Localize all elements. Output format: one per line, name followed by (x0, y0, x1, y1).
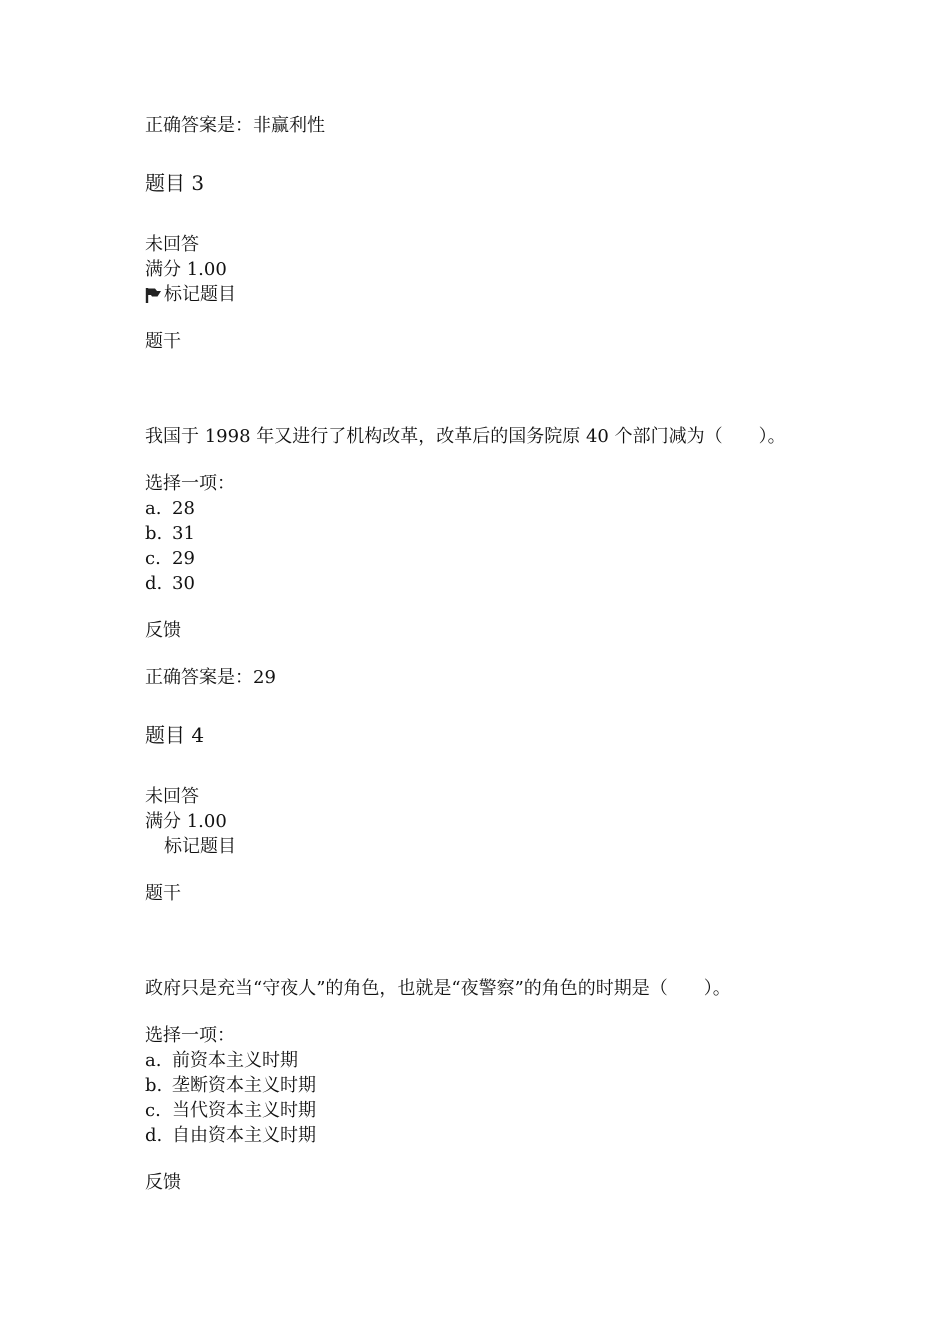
q4-stem-text: 政府只是充当“守夜人”的角色，也就是“夜警察”的角色的时期是（ ）。 (145, 978, 731, 999)
q3-score: 满分 1.00 (145, 259, 227, 280)
q3-stem-label: 题干 (145, 331, 181, 352)
q3-stem-text: 我国于 1998 年又进行了机构改革，改革后的国务院原 40 个部门减为（ ）。 (145, 426, 786, 447)
q4-stem-label: 题干 (145, 883, 181, 904)
q3-option-c[interactable]: c. 29 (145, 548, 195, 569)
q4-flag-label: 标记题目 (164, 836, 236, 857)
flag-icon (145, 286, 163, 304)
flag-icon-placeholder (145, 838, 163, 856)
q3-status: 未回答 (145, 234, 199, 255)
q3-flag-label: 标记题目 (164, 284, 236, 305)
q4-status: 未回答 (145, 786, 199, 807)
q4-option-d[interactable]: d. 自由资本主义时期 (145, 1125, 316, 1146)
q4-option-a[interactable]: a. 前资本主义时期 (145, 1050, 298, 1071)
q4-score: 满分 1.00 (145, 811, 227, 832)
q3-flag-question[interactable] (145, 283, 236, 307)
q3-title: 题目 3 (145, 171, 205, 195)
q4-feedback-label: 反馈 (145, 1172, 181, 1193)
q4-choose-label: 选择一项： (145, 1025, 235, 1046)
q4-flag-question[interactable] (145, 835, 236, 859)
q3-option-a[interactable]: a. 28 (145, 498, 195, 519)
q3-option-d[interactable]: d. 30 (145, 573, 195, 594)
q4-title: 题目 4 (145, 723, 205, 747)
q3-option-b[interactable]: b. 31 (145, 523, 195, 544)
q3-choose-label: 选择一项： (145, 473, 235, 494)
q3-feedback-label: 反馈 (145, 620, 181, 641)
q4-option-c[interactable]: c. 当代资本主义时期 (145, 1100, 316, 1121)
q2-correct-answer: 正确答案是：非赢利性 (145, 115, 325, 136)
q4-option-b[interactable]: b. 垄断资本主义时期 (145, 1075, 316, 1096)
q3-correct-answer: 正确答案是：29 (145, 667, 276, 688)
